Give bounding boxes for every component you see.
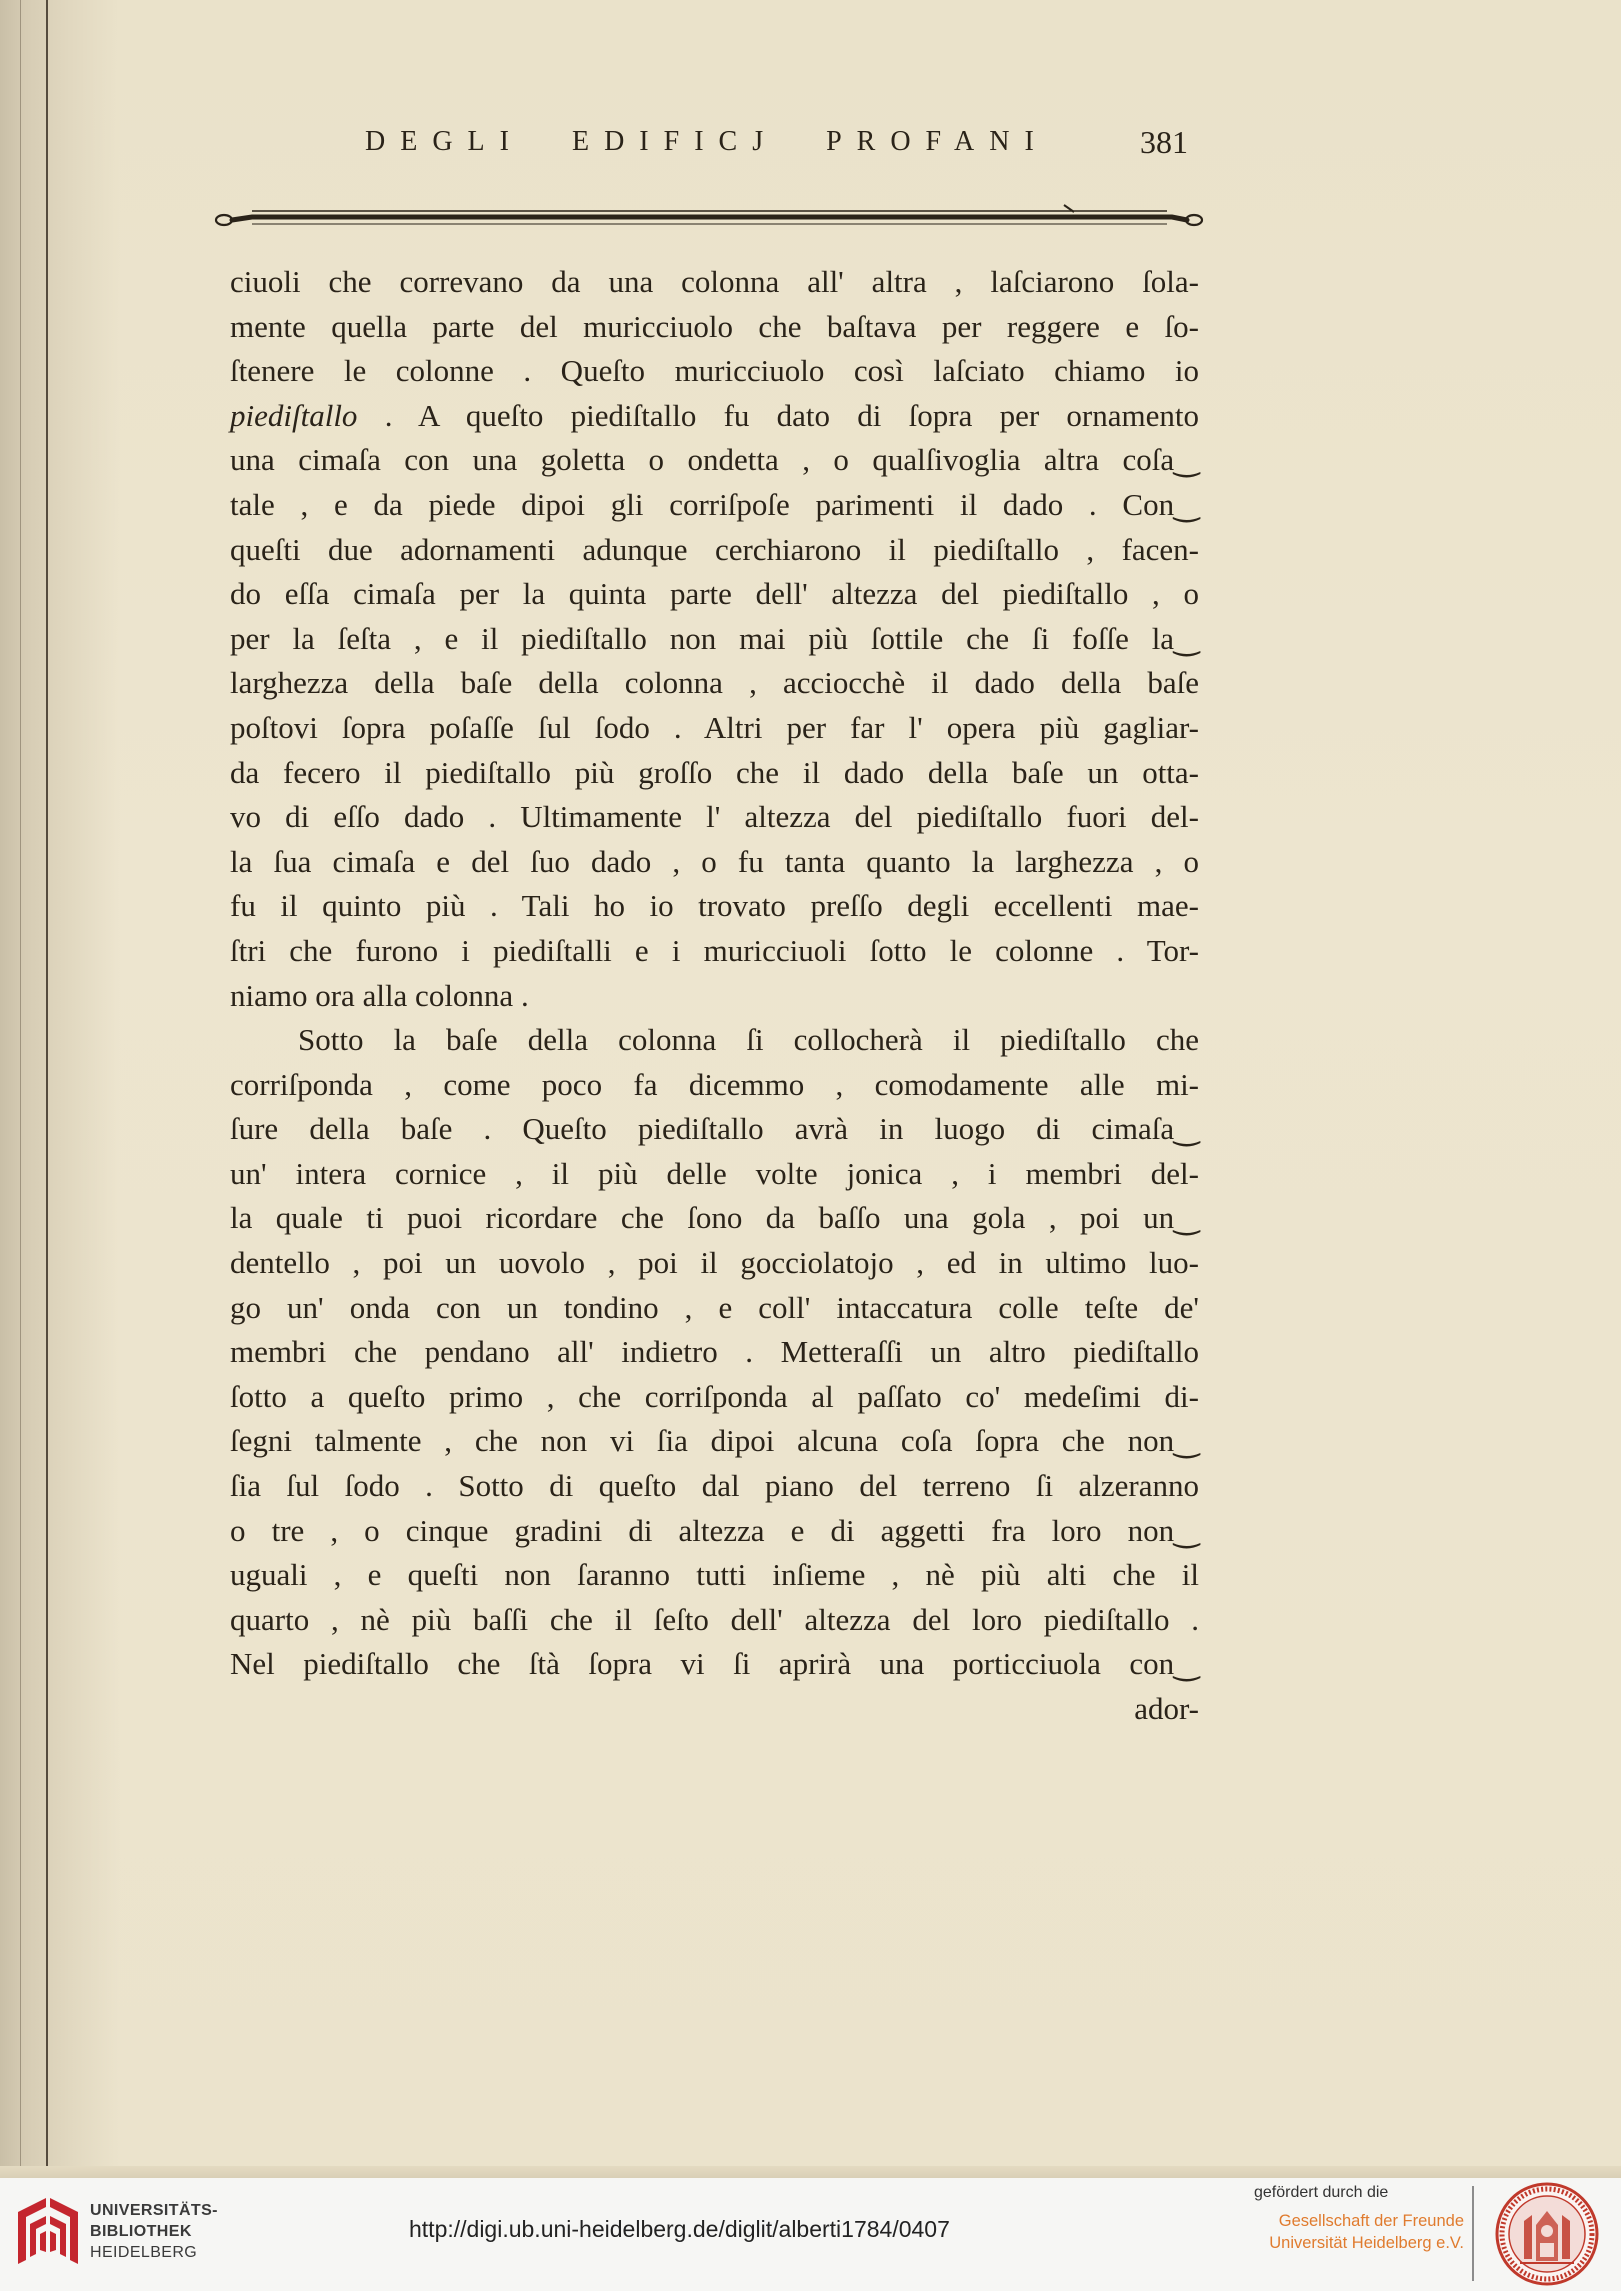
text-line: ciuoli che correvano da una colonna all' altra , laſciarono ſola- — [230, 264, 1199, 299]
running-title: DEGLI EDIFICJ PROFANI — [365, 126, 1049, 157]
library-name-line3: HEIDELBERG — [90, 2244, 198, 2261]
text-line: da fecero il piediſtallo più groſſo che il dado della baſe un otta- — [230, 754, 1199, 790]
italic-term: piediſtallo — [230, 397, 358, 433]
library-name[interactable] — [90, 2200, 218, 2263]
paragraph-start-line: Sotto la baſe della colonna ſi collocherà il piediſtallo che — [298, 1022, 1199, 1058]
text-line: fu il quinto più . Tali ho io trovato preſſo degli eccellenti mae- — [230, 888, 1199, 924]
catchword: ador- — [1134, 1691, 1199, 1726]
text-line: ſtenere le colonne . Queſto muricciuolo così laſciato chiamo io — [230, 353, 1199, 389]
body-text — [230, 260, 1199, 1732]
text-line: ſia ſul ſodo . Sotto di queſto dal piano del terreno ſi alzeranno — [230, 1468, 1199, 1504]
text-line: la ſua cimaſa e del ſuo dado , o fu tanta quanto la larghezza , o — [230, 843, 1199, 879]
text-line: un' intera cornice , il più delle volte jonica , i membri del- — [230, 1155, 1199, 1191]
text-line: una cimaſa con una goletta o ondetta , o qualſivoglia altra coſa‿ — [230, 442, 1199, 478]
text-line: do eſſa cimaſa per la quinta parte dell' altezza del piediſtallo , o — [230, 576, 1199, 612]
text-line-rest: . A queſto piediſtallo fu dato di ſopra per ornamento — [357, 397, 1199, 433]
sponsor-intro: gefördert durch die — [1254, 2184, 1389, 2201]
text-line: membri che pendano all' indietro . Metteraſſi un altro piediſtallo — [230, 1334, 1199, 1370]
ornamental-rule — [212, 198, 1207, 238]
text-line: ſure della baſe . Queſto piediſtallo avrà in luogo di cimaſa‿ — [230, 1111, 1199, 1147]
university-library-logo-icon[interactable] — [16, 2194, 80, 2268]
university-seal-icon[interactable] — [1494, 2181, 1600, 2287]
text-line — [230, 394, 1199, 439]
library-name-line1: UNIVERSITÄTS- — [90, 2202, 218, 2219]
text-line: ſegni talmente , che non vi ſia dipoi alcuna coſa ſopra che non‿ — [230, 1423, 1199, 1459]
text-line: Nel piediſtallo che ſtà ſopra vi ſi aprirà una porticciuola con‿ — [230, 1646, 1199, 1682]
text-line: dentello , poi un uovolo , poi il gocciolatojo , ed in ultimo luo- — [230, 1245, 1199, 1281]
page-number: 381 — [1140, 124, 1188, 160]
text-line: corriſponda , come poco fa dicemmo , comodamente alle mi- — [230, 1066, 1199, 1102]
text-line: la quale ti puoi ricordare che ſono da baſſo una gola , poi un‿ — [230, 1200, 1199, 1236]
text-line: uguali , e queſti non ſaranno tutti inſieme , nè più alti che il — [230, 1557, 1199, 1593]
text-line: niamo ora alla colonna . — [230, 977, 529, 1013]
text-line: ſtri che furono i piediſtalli e i muricciuoli ſotto le colonne . Tor- — [230, 932, 1199, 968]
footer-divider — [1472, 2186, 1474, 2281]
sponsor-name-line2[interactable]: Universität Heidelberg e.V. — [1269, 2234, 1464, 2252]
text-line: ſotto a queſto primo , che corriſponda al paſſato co' medeſimi di- — [230, 1378, 1199, 1414]
text-line: mente quella parte del muricciuolo che baſtava per reggere e ſo- — [230, 308, 1199, 344]
text-line: tale , e da piede dipoi gli corriſpoſe parimenti il dado . Con‿ — [230, 486, 1199, 522]
text-line: per la ſeſta , e il piediſtallo non mai più ſottile che ſi foſſe la‿ — [230, 620, 1199, 656]
text-line: quarto , nè più baſſi che il ſeſto dell' altezza del loro piediſtallo . — [230, 1601, 1199, 1637]
text-line: poſtovi ſopra poſaſſe ſul ſodo . Altri per far l' opera più gagliar- — [230, 709, 1199, 745]
footer-bar — [0, 2178, 1621, 2291]
gutter-edge — [20, 0, 21, 2172]
sponsor-name-line1[interactable]: Gesellschaft der Freunde — [1278, 2212, 1464, 2230]
page-bottom-edge — [0, 2166, 1621, 2178]
text-line: queſti due adornamenti adunque cerchiarono il piediſtallo , facen- — [230, 531, 1199, 567]
text-line: go un' onda con un tondino , e coll' intaccatura colle teſte de' — [230, 1289, 1199, 1325]
book-gutter — [0, 0, 120, 2178]
text-line: o tre , o cinque gradini di altezza e di aggetti fra loro non‿ — [230, 1512, 1199, 1548]
permalink-url[interactable]: http://digi.ub.uni-heidelberg.de/diglit/alberti1784/0407 — [409, 2216, 950, 2242]
library-name-line2: BIBLIOTHEK — [90, 2223, 192, 2240]
gutter-line — [46, 0, 48, 2172]
text-line: larghezza della baſe della colonna , acciocchè il dado della baſe — [230, 665, 1199, 701]
text-line: vo di eſſo dado . Ultimamente l' altezza del piediſtallo fuori del- — [230, 799, 1199, 835]
